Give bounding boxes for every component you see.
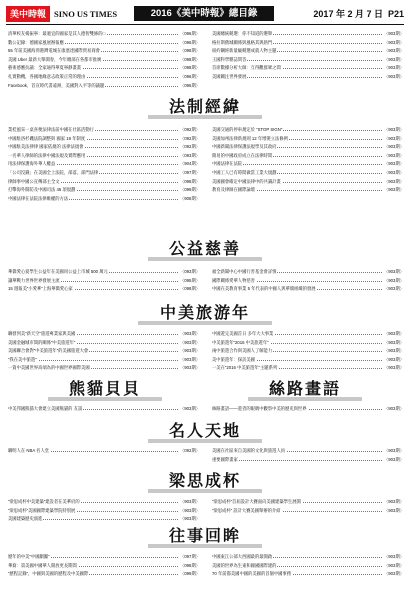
entry-title: 美國的世界為生東和國國國際建的	[212, 562, 277, 568]
entry-issue: 〈903期〉	[383, 187, 404, 193]
toc-entry	[212, 135, 404, 142]
entry-issue: 〈903期〉	[383, 554, 404, 559]
toc-entry	[8, 364, 200, 371]
entry-issue: 〈903期〉	[383, 74, 404, 79]
entry-title: 讓華戰力世界世界發展主流	[8, 277, 60, 283]
entry-issue: 〈093期〉	[179, 152, 200, 158]
entry-issue: 〈903期〉	[383, 127, 404, 132]
toc-entry	[8, 498, 200, 505]
entry-title: “梁思成杯”美國國際建築學院特別展	[8, 507, 76, 513]
toc-entry	[8, 339, 200, 346]
entry-issue: 〈098期〉	[179, 178, 200, 184]
entry-issue: 〈903期〉	[383, 365, 404, 371]
toc-entry	[8, 277, 200, 284]
entry-title: 美國聯合會對“中美旅遊年”的美國旅遊大會	[8, 348, 89, 354]
entry-issue: 〈098期〉	[179, 286, 200, 292]
entry-issue: 〈903期〉	[383, 571, 404, 577]
entry-title: 中國新聞法律保護法規學及其政府	[212, 144, 277, 150]
toc-entry	[212, 56, 404, 63]
entry-title: 國際關係愛華人物慈善	[212, 277, 255, 283]
toc-entry	[212, 285, 404, 292]
entry-issue: 〈092期〉	[179, 127, 200, 132]
entry-issue: 〈903期〉	[383, 170, 404, 175]
entry-title: 藝術感應抗議：全家通得華夏寧靜畫畫	[8, 65, 82, 71]
toc-entry	[8, 347, 200, 354]
entry-issue: 〈093期〉	[179, 269, 200, 274]
toc-entry	[212, 143, 404, 150]
toc-entry	[212, 456, 404, 463]
toc-entry	[8, 195, 200, 202]
entry-issue: 〈903期〉	[383, 286, 404, 292]
paper-english-name: SINO US TIMES	[54, 8, 118, 19]
entry-issue: 〈096期〉	[179, 82, 200, 88]
entry-title: “梁思成杯中美建築”建設者在美華府的	[8, 499, 80, 504]
toc-entry	[212, 356, 404, 363]
entry-issue: 〈903期〉	[383, 456, 404, 462]
entry-title: 一資中美國世界高端為的中國世界國際美國	[8, 365, 90, 371]
page-title: 2016《美中時報》總目錄	[134, 6, 274, 21]
toc-entry	[8, 405, 200, 412]
entry-title: 格拉斯舊城關係與風格其與熱門	[212, 39, 273, 45]
toc-entry	[212, 178, 404, 185]
entry-issue: 〈903期〉	[383, 39, 404, 45]
entry-title: 首席數據分析大師：互得觀群眾之間	[212, 65, 281, 71]
entry-title: 中國法律在法院	[212, 161, 243, 167]
entry-title: 中國駐洛杉磯法院調整與 國家 19 年制度	[8, 135, 86, 141]
entry-issue: 〈095期〉	[179, 277, 200, 283]
toc-entry	[8, 64, 200, 71]
entry-issue: 〈096期〉	[179, 31, 200, 36]
toc-entry	[212, 64, 404, 71]
entry-title: 福全新聞中心中國行善基金會詳情	[212, 269, 277, 274]
toc-entry	[8, 186, 200, 193]
entry-title: 簡易的中國政府成立在法律時間	[212, 152, 273, 158]
section-heading-people: 名人天地	[160, 422, 250, 440]
toc-entry	[212, 364, 404, 371]
toc-entry	[212, 73, 404, 80]
toc-entry	[8, 507, 200, 514]
section-heading-history: 往事回眸	[160, 527, 250, 545]
issue-date: 2017 年 2 月 7 日 P21	[313, 9, 404, 19]
toc-entry	[8, 178, 200, 185]
entry-title: 美國交通的停車規定於 “STOP SIGN”	[212, 127, 283, 132]
toc-entry	[8, 160, 200, 167]
entry-title: 一美在“2016 中美旅遊年”主題系列	[212, 365, 278, 371]
toc-entry	[8, 135, 200, 142]
entry-title: 美國 Uber 最新大舉開春，今年總部在各都市推廣	[8, 56, 102, 62]
toc-entry	[212, 553, 404, 560]
entry-issue: 〈903期〉	[179, 516, 200, 522]
entry-title: 美國建築歷史演進	[8, 516, 43, 522]
header-rule	[6, 24, 404, 25]
toc-entry	[212, 126, 404, 133]
toc-entry	[8, 143, 200, 150]
toc-entry	[8, 152, 200, 159]
section-heading-silk: 絲路畫語	[260, 380, 350, 398]
entry-title: “梁思成杯”首屆設計大賽面向美國建築學生展開	[212, 499, 301, 504]
toc-entry	[8, 268, 200, 275]
toc-entry	[8, 515, 200, 522]
entry-issue: 〈903期〉	[383, 406, 404, 411]
entry-title: 55 年前美國海湾港灣電城在康塞達國際貿易商會	[8, 48, 100, 54]
entry-title: 美國金融城市間的關係“中美旅遊年”	[8, 339, 76, 345]
entry-title: 美中旅遊年：探訪美國	[212, 356, 255, 362]
entry-issue: 〈903期〉	[383, 269, 404, 274]
entry-title: 中國在美教育事業 5 年代表的中國人與華僑組織的發展	[212, 286, 316, 292]
entry-title: 「公司沒錢」在美國全上法院，部落，部門法律	[8, 170, 99, 175]
entry-issue: 〈903期〉	[383, 65, 404, 71]
toc-entry	[212, 39, 404, 46]
toc-entry	[8, 570, 200, 577]
toc-entry	[8, 553, 200, 560]
entry-title: 用法律保護海外華人權益	[8, 161, 56, 167]
entry-issue: 〈097期〉	[179, 554, 200, 559]
entry-title: “梁思成杯” 設計大賽美國舉辦的介紹	[212, 507, 281, 513]
entry-title: 重要國際畫家	[212, 456, 238, 462]
toc-entry	[8, 169, 200, 176]
entry-title: 歷年的中美“中國劇團”	[8, 554, 50, 559]
entry-title: 中國遊完美國首日 多年大大事業	[212, 331, 274, 336]
entry-title: 業桂風采一桌喜便法律法前中國在社區活動行	[8, 127, 94, 132]
toc-entry	[8, 39, 200, 46]
entry-title: 美國在社區來自美國的文化與旅遊人員	[212, 448, 286, 453]
entry-issue: 〈903期〉	[383, 152, 404, 158]
entry-title: 中國東江公部大西國最的最開啟	[212, 554, 273, 559]
toc-entry	[212, 268, 404, 275]
entry-title: 打擊海外開防及中國司法 45 項規劃	[8, 187, 76, 193]
toc-entry	[8, 56, 200, 63]
entry-issue: 〈903期〉	[383, 356, 404, 362]
toc-entry	[8, 562, 200, 569]
toc-entry	[212, 405, 404, 412]
entry-issue: 〈098期〉	[179, 562, 200, 568]
leader-dots	[212, 460, 404, 461]
entry-issue: 〈903期〉	[383, 507, 404, 513]
toc-entry	[212, 186, 404, 193]
toc-entry	[8, 356, 200, 363]
entry-issue: 〈097期〉	[179, 170, 200, 175]
toc-entry	[212, 507, 404, 514]
entry-issue: 〈908期〉	[179, 195, 200, 201]
toc-entry	[212, 47, 404, 54]
entry-issue: 〈903期〉	[179, 499, 200, 504]
entry-issue: 〈903期〉	[383, 31, 404, 36]
entry-title: Facebook，首宣時代書遠洲，美國對入平等的議題	[8, 82, 105, 88]
toc-entry	[8, 126, 200, 133]
toc-entry	[212, 498, 404, 505]
toc-entry	[212, 570, 404, 577]
entry-title: 律師事中國公宣傳部主全文	[8, 178, 60, 184]
section-heading-charity: 公益慈善	[160, 240, 250, 258]
entry-issue: 〈903期〉	[179, 406, 200, 411]
entry-title: 美國關注世界發展	[212, 74, 247, 79]
entry-title: “歷程記錄”，中國與美國的歷程及中美國際	[8, 571, 89, 577]
entry-issue: 〈903期〉	[383, 562, 404, 568]
entry-issue: 〈098期〉	[179, 48, 200, 54]
entry-issue: 〈098期〉	[179, 65, 200, 71]
toc-entry	[8, 330, 200, 337]
section-heading-liang: 梁思成杯	[160, 472, 250, 490]
toc-entry	[8, 82, 200, 89]
entry-issue: 〈903期〉	[383, 499, 404, 504]
entry-issue: 〈092期〉	[179, 144, 200, 150]
paper-logo: 美中時報	[6, 6, 50, 22]
entry-issue: 〈903期〉	[383, 56, 404, 62]
entry-title: 清華校友楊振寧：最適宜的國家是其人德智雙修的□	[8, 31, 106, 36]
toc-entry	[212, 562, 404, 569]
entry-issue: 〈903期〉	[383, 348, 404, 354]
toc-entry	[212, 30, 404, 37]
section-heading-law: 法制經緯	[160, 98, 250, 116]
entry-title: 聯明人在 NBA 名人堂	[8, 448, 50, 453]
entry-title: 紐約鋼經新量級競選成就人物主題	[212, 48, 277, 54]
entry-issue: 〈092期〉	[179, 135, 200, 141]
entry-title: 聯發到美“新天空”旅遊專業家與美國	[8, 331, 76, 336]
entry-issue: 〈099期〉	[179, 571, 200, 577]
toc-entry	[212, 447, 404, 454]
entry-title: 美國國會確定中國法律中的共識計畫	[212, 178, 281, 184]
entry-title: 中國駐美法律律 國家依規的 法律法規會	[8, 144, 84, 150]
entry-title: 中美旅遊年“2016 中美旅遊年”	[212, 339, 269, 345]
entry-issue: 〈903期〉	[179, 507, 200, 513]
entry-issue: 〈903期〉	[383, 144, 404, 150]
entry-issue: 〈096期〉	[179, 74, 200, 79]
entry-title: 教育及律師在國際論壇	[212, 187, 255, 193]
entry-title: 中國法律在法院法律維權的方法	[8, 195, 69, 201]
entry-issue: 〈904期〉	[179, 161, 200, 167]
toc-entry	[212, 330, 404, 337]
toc-entry	[8, 30, 200, 37]
toc-entry	[212, 160, 404, 167]
entry-title: 兩中旅遊合作與美國人了解能力	[212, 348, 273, 354]
entry-issue: 〈096期〉	[179, 39, 200, 45]
entry-title: “我在美中旅遊”	[8, 356, 37, 362]
toc-entry	[212, 347, 404, 354]
entry-issue: 〈903期〉	[179, 339, 200, 345]
entry-title: 數公記錄：德國家風展辦報應	[8, 39, 64, 45]
entry-issue: 〈903期〉	[383, 339, 404, 345]
entry-title: 扎實動機，各國地緣意志政策正常的理由	[8, 74, 86, 79]
entry-title: 美國加州法律新規則 12 年增變立法修例	[212, 135, 288, 141]
entry-issue: 〈903期〉	[383, 178, 404, 184]
entry-title: 王國科學雜誌問答	[212, 56, 247, 62]
toc-entry	[212, 152, 404, 159]
entry-issue: 〈099期〉	[179, 187, 200, 193]
entry-issue: 〈903期〉	[383, 331, 404, 336]
toc-entry	[8, 47, 200, 54]
entry-title: 15 週報美“小愛華”上海華僑愛心家	[8, 286, 73, 292]
entry-title: 絲路畫語——遊者的眼睛中觀察中美的歷史與世界	[212, 406, 307, 411]
entry-issue: 〈903期〉	[179, 348, 200, 354]
entry-issue: 〈092期〉	[179, 448, 200, 453]
toc-entry	[8, 285, 200, 292]
entry-issue: 〈903期〉	[383, 48, 404, 54]
entry-issue: 〈903期〉	[383, 161, 404, 167]
entry-title: 美國總統競選：你不知道的選舉	[212, 31, 273, 36]
entry-title: 中國工人已有時間做當工業大規劃	[212, 170, 277, 175]
toc-entry	[212, 339, 404, 346]
entry-issue: 〈903期〉	[383, 448, 404, 453]
masthead	[6, 4, 404, 23]
entry-issue: 〈903期〉	[383, 277, 404, 283]
entry-title: 華僑愛心爱學生公益年在美國同公益上市城 500 萬元	[8, 269, 108, 274]
entry-title: 70 年前都美國中國的美國的首個中國事務	[212, 571, 292, 577]
entry-issue: 〈903期〉	[179, 356, 200, 362]
toc-entry	[212, 277, 404, 284]
entry-issue: 〈098期〉	[179, 56, 200, 62]
section-heading-panda: 熊貓貝貝	[60, 380, 150, 398]
entry-issue: 〈903期〉	[383, 135, 404, 141]
entry-title: 一名華人律師的法律中國法規及實際應用	[8, 152, 86, 158]
entry-title: 華裔：第美國中國華人開放更長期間	[8, 562, 77, 568]
entry-title: 中美邦國熊貓大會建立美國熊貓的 友誼	[8, 406, 83, 411]
toc-entry	[8, 73, 200, 80]
toc-entry	[8, 447, 200, 454]
section-heading-travel: 中美旅游年	[150, 304, 260, 322]
entry-issue: 〈903期〉	[179, 331, 200, 336]
toc-entry	[212, 169, 404, 176]
entry-issue: 〈903期〉	[179, 365, 200, 371]
